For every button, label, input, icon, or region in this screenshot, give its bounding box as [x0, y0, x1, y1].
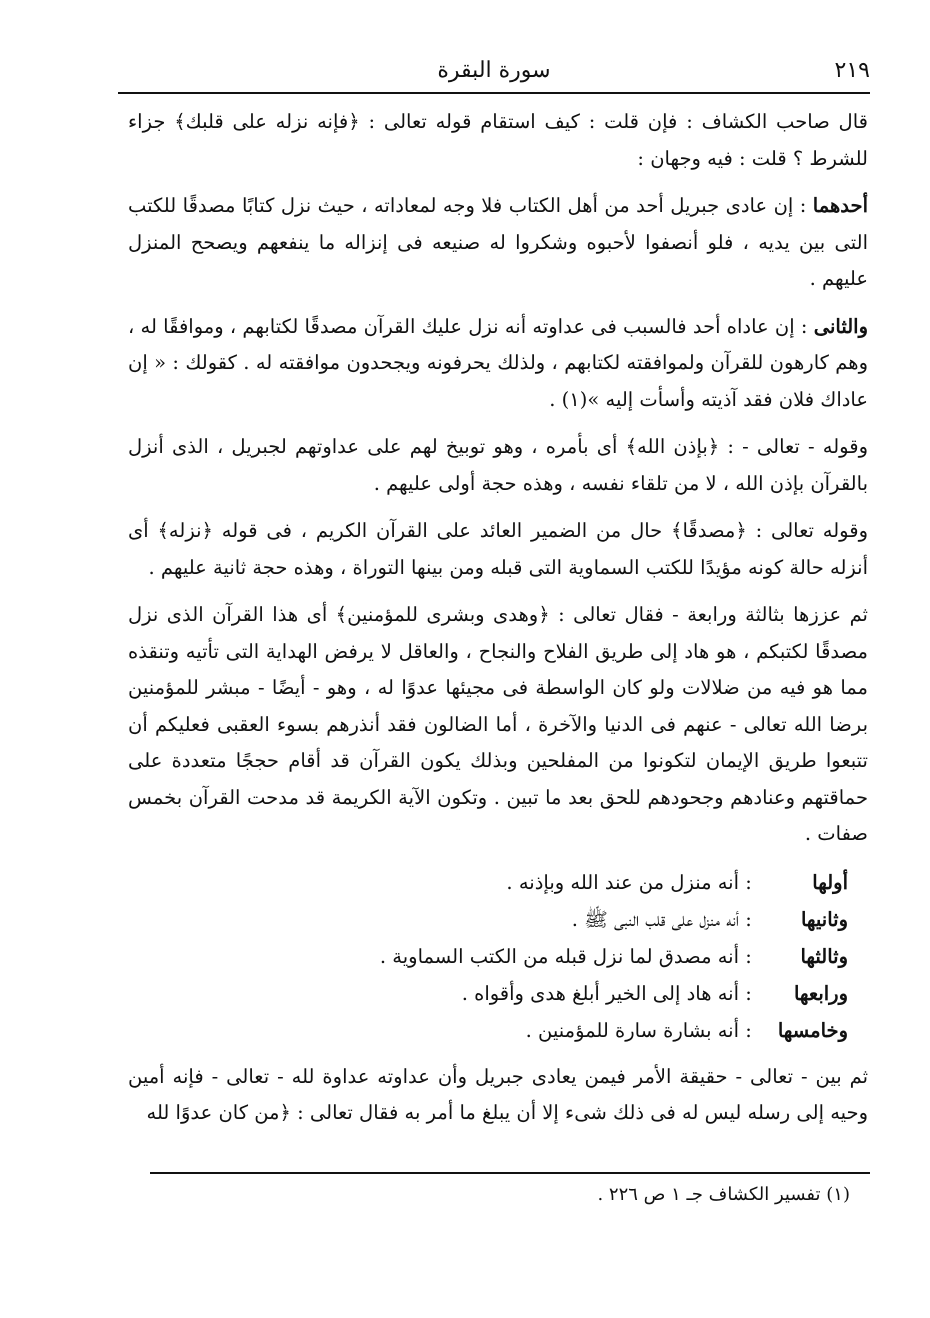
list-item-text: : أنه مصدق لما نزل قبله من الكتب السماوية . — [379, 944, 758, 968]
footnote-divider — [150, 1172, 870, 1174]
paragraph-text: وقوله تعالى : ﴿مصدقًا﴾ حال من الضمير العائد على القرآن الكريم ، فى قوله ﴿نزله﴾ أى أنزله حالة كونه مؤيدًا للكتب السماوية التى قبله ومن بينها التوراة ، وهذه حجة ثانية عليهم . — [128, 519, 868, 579]
list-item — [128, 901, 848, 938]
closing-paragraph — [128, 1059, 868, 1132]
page-number: ٢١٩ — [834, 58, 870, 83]
paragraph-text: : إن عاداه أحد فالسبب فى عداوته أنه نزل عليك القرآن مصدقًا لكتابهم ، وموافقًا له ، وهم كارهون للقرآن ولموافقته لكتابهم ، ولذلك يحرفونه ويجحدون موافقته له . كقولك : « إن عاداك فلان فقد آذيته وأسأت إليه »(١) . — [128, 314, 868, 411]
list-item-lead: وخامسها — [777, 1018, 848, 1042]
list-item-lead: أولها — [812, 870, 848, 894]
qualities-list — [128, 864, 868, 1049]
list-item — [128, 864, 848, 901]
footnote: (١) تفسير الكشاف جـ ١ ص ٢٢٦ . — [597, 1184, 850, 1205]
paragraph-text: ثم بين - تعالى - حقيقة الأمر فيمن يعادى جبريل وأن عداوته عداوة لله - تعالى - فإنه أمين وحيه إلى رسله ليس له فى ذلك شىء إلا أن يبلغ ما أمر به فقال تعالى : ﴿من كان عدوًا لله — [128, 1064, 868, 1124]
page-header — [118, 52, 870, 92]
paragraph — [128, 513, 868, 586]
paragraph — [128, 104, 868, 177]
paragraph-text: وقوله - تعالى - : ﴿بإذن الله﴾ أى بأمره ، وهو توبيخ لهم على عداوتهم لجبريل ، الذى أنزل بالقرآن بإذن الله ، لا من تلقاء نفسه ، وهذه حجة أولى عليهم . — [128, 435, 868, 495]
list-item-lead: وثانيها — [800, 907, 848, 931]
list-item-text: : أنه منزل على قلب النبى ﷺ . — [571, 907, 758, 931]
header-divider — [118, 92, 870, 94]
list-item — [128, 938, 848, 975]
paragraph — [128, 597, 868, 853]
paragraph-text: : إن عادى جبريل أحد من أهل الكتاب فلا وجه لمعاداته ، حيث نزل كتابًا مصدقًا للكتب التى بين يديه ، فلو أنصفوا لأحبوه وشكروا له صنيعه فى إنزاله ما ينفعهم ويصحح المنزل عليهم . — [128, 194, 868, 290]
list-item — [128, 975, 848, 1012]
surah-title: سورة البقرة — [437, 58, 551, 83]
list-item-text: : أنه بشارة سارة للمؤمنين . — [525, 1018, 758, 1042]
main-text — [128, 104, 868, 1143]
list-item-text: : أنه منزل من عند الله وبإذنه . — [506, 870, 758, 894]
paragraph — [128, 188, 868, 298]
list-item-lead: وثالثها — [800, 944, 848, 968]
paragraph-lead: والثانى — [813, 314, 868, 338]
paragraph — [128, 309, 868, 419]
list-item-text: : أنه هاد إلى الخير أبلغ هدى وأقواه . — [461, 981, 758, 1005]
paragraph-text: ثم عززها بثالثة ورابعة - فقال تعالى : ﴿وهدى وبشرى للمؤمنين﴾ أى هذا القرآن الذى نزل مصدقًا لكتبكم ، هو هاد إلى طريق الفلاح والنجاح ، والعاقل لا يرفض الهداية التى تأتيه وتنقذه مما هو فيه من ضلالات ولو كان الواسطة فى مجيئها عدوًا له ، وهو - أيضًا - مبشر للمؤمنين برضا الله تعالى - عنهم فى الدنيا والآخرة ، أما الضالون فقد أنذرهم بسوء العقبى فعليكم أن تتبعوا طريق الإيمان لتكونوا من المفلحين وبذلك يكون القرآن قد أقام حججًا متعددة على حماقتهم وعنادهم وجحودهم للحق بعد ما تبين . وتكون الآية الكريمة قد مدحت القرآن بخمس صفات . — [128, 603, 868, 845]
list-item — [128, 1012, 848, 1049]
paragraph-text: قال صاحب الكشاف : فإن قلت : كيف استقام قوله تعالى : ﴿فإنه نزله على قلبك﴾ جزاء للشرط ؟ قلت : فيه وجهان : — [128, 110, 868, 170]
paragraph — [128, 429, 868, 502]
list-item-lead: ورابعها — [793, 981, 848, 1005]
paragraph-lead: أحدهما — [812, 194, 868, 217]
